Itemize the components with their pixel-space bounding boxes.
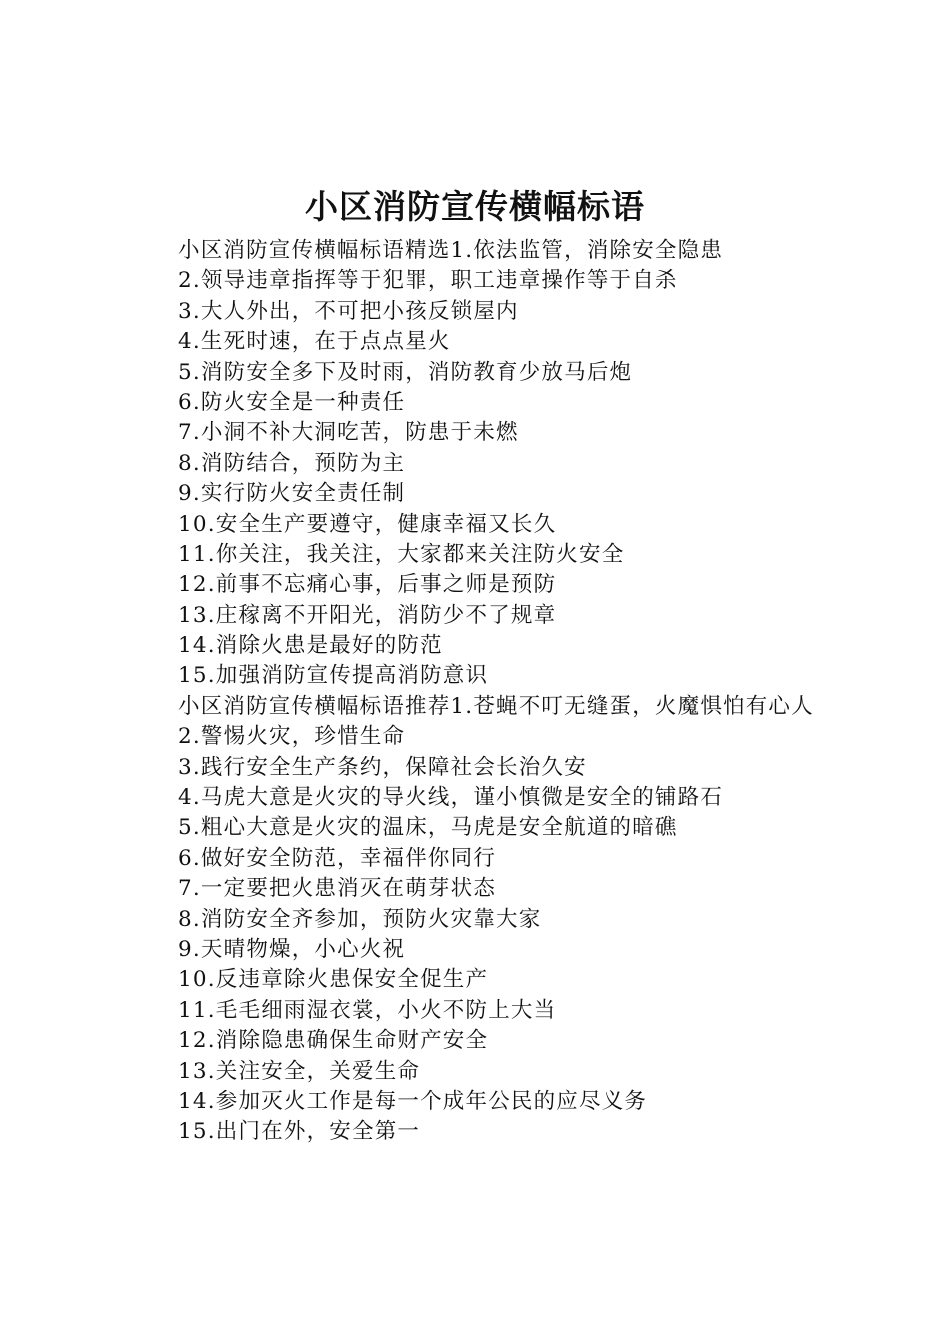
list-item: 6.防火安全是一种责任 — [178, 389, 406, 415]
list-item: 13.关注安全，关爱生命 — [178, 1058, 421, 1084]
list-item: 4.马虎大意是火灾的导火线，谨小慎微是安全的铺路石 — [178, 785, 724, 811]
list-item: 9.实行防火安全责任制 — [178, 481, 406, 507]
list-item: 15.加强消防宣传提高消防意识 — [178, 663, 489, 689]
list-item: 5.粗心大意是火灾的温床，马虎是安全航道的暗礁 — [178, 815, 678, 841]
list-item: 5.消防安全多下及时雨，消防教育少放马后炮 — [178, 359, 633, 385]
list-item: 14.参加灭火工作是每一个成年公民的应尽义务 — [178, 1088, 648, 1114]
section1-lead: 小区消防宣传横幅标语精选1.依法监管，消除安全隐患 — [178, 238, 724, 263]
section2-lead: 小区消防宣传横幅标语推荐1.苍蝇不叮无缝蛋，火魔惧怕有心人 — [178, 693, 814, 719]
list-item: 2.领导违章指挥等于犯罪，职工违章操作等于自杀 — [178, 268, 678, 294]
list-item: 3.大人外出，不可把小孩反锁屋内 — [178, 298, 519, 324]
list-item: 12.消除隐患确保生命财产安全 — [178, 1028, 489, 1054]
list-item: 10.安全生产要遵守，健康幸福又长久 — [178, 511, 557, 537]
list-item: 15.出门在外，安全第一 — [178, 1119, 421, 1145]
list-item: 13.庄稼离不开阳光，消防少不了规章 — [178, 602, 557, 628]
list-item: 8.消防安全齐参加，预防火灾靠大家 — [178, 906, 542, 932]
list-item: 14.消除火患是最好的防范 — [178, 633, 443, 659]
list-item: 2.警惕火灾，珍惜生命 — [178, 724, 406, 750]
list-item: 11.毛毛细雨湿衣裳，小火不防上大当 — [178, 997, 557, 1023]
list-item: 4.生死时速，在于点点星火 — [178, 329, 451, 355]
list-item: 11.你关注，我关注，大家都来关注防火安全 — [178, 541, 625, 567]
list-item: 8.消防结合，预防为主 — [178, 450, 406, 476]
list-item: 7.一定要把火患消灭在萌芽状态 — [178, 876, 497, 902]
document-title: 小区消防宣传横幅标语 — [305, 187, 645, 226]
list-item: 12.前事不忘痛心事，后事之师是预防 — [178, 572, 557, 598]
list-item: 9.天晴物燥，小心火祝 — [178, 937, 406, 963]
list-item: 10.反违章除火患保安全促生产 — [178, 967, 489, 993]
document-body — [130, 236, 830, 1148]
list-item: 3.践行安全生产条约，保障社会长治久安 — [178, 754, 587, 780]
list-item: 7.小洞不补大洞吃苦，防患于未燃 — [178, 420, 519, 446]
list-item: 6.做好安全防范，幸福伴你同行 — [178, 845, 497, 871]
